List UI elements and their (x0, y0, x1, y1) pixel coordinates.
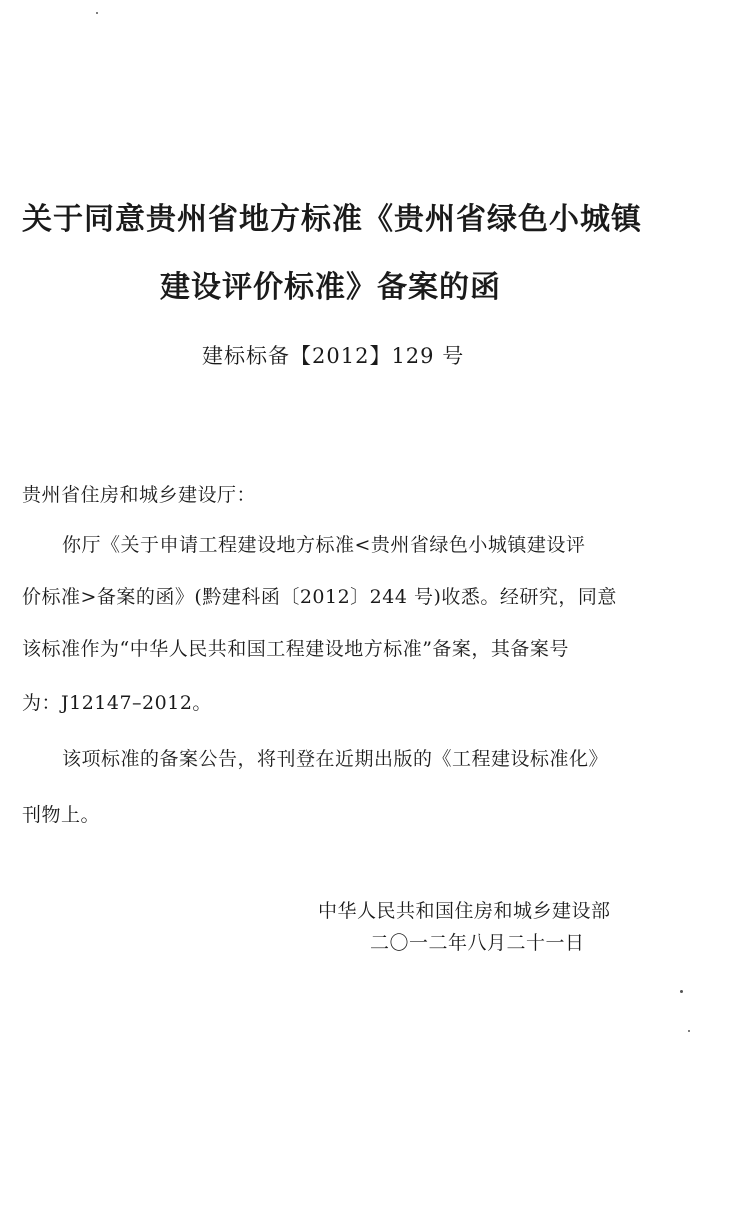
sender-organization: 中华人民共和国住房和城乡建设部 (318, 900, 611, 922)
document-title-line-2: 建设评价标准》备案的函 (160, 270, 501, 305)
paragraph1-line-3: 该标准作为“中华人民共和国工程建设地方标准”备案，其备案号 (22, 638, 569, 660)
paragraph2-line-2: 刊物上。 (22, 804, 101, 826)
document-date: 二〇一二年八月二十一日 (370, 932, 585, 954)
scan-speck (680, 990, 683, 993)
paragraph1-line-2: 价标准>备案的函》(黔建科函〔2012〕244 号)收悉。经研究，同意 (22, 586, 617, 608)
document-title-line-1: 关于同意贵州省地方标准《贵州省绿色小城镇 (22, 202, 642, 237)
paragraph2-line-1: 该项标准的备案公告，将刊登在近期出版的《工程建设标准化》 (62, 748, 609, 770)
addressee: 贵州省住房和城乡建设厅： (22, 484, 257, 506)
paragraph1-line-1: 你厅《关于申请工程建设地方标准<贵州省绿色小城镇建设评 (62, 534, 586, 556)
scan-speck (688, 1030, 690, 1032)
scan-speck (96, 12, 98, 14)
document-number: 建标标备【2012】129 号 (202, 344, 465, 368)
paragraph1-line-4: 为：J12147–2012。 (22, 692, 212, 714)
